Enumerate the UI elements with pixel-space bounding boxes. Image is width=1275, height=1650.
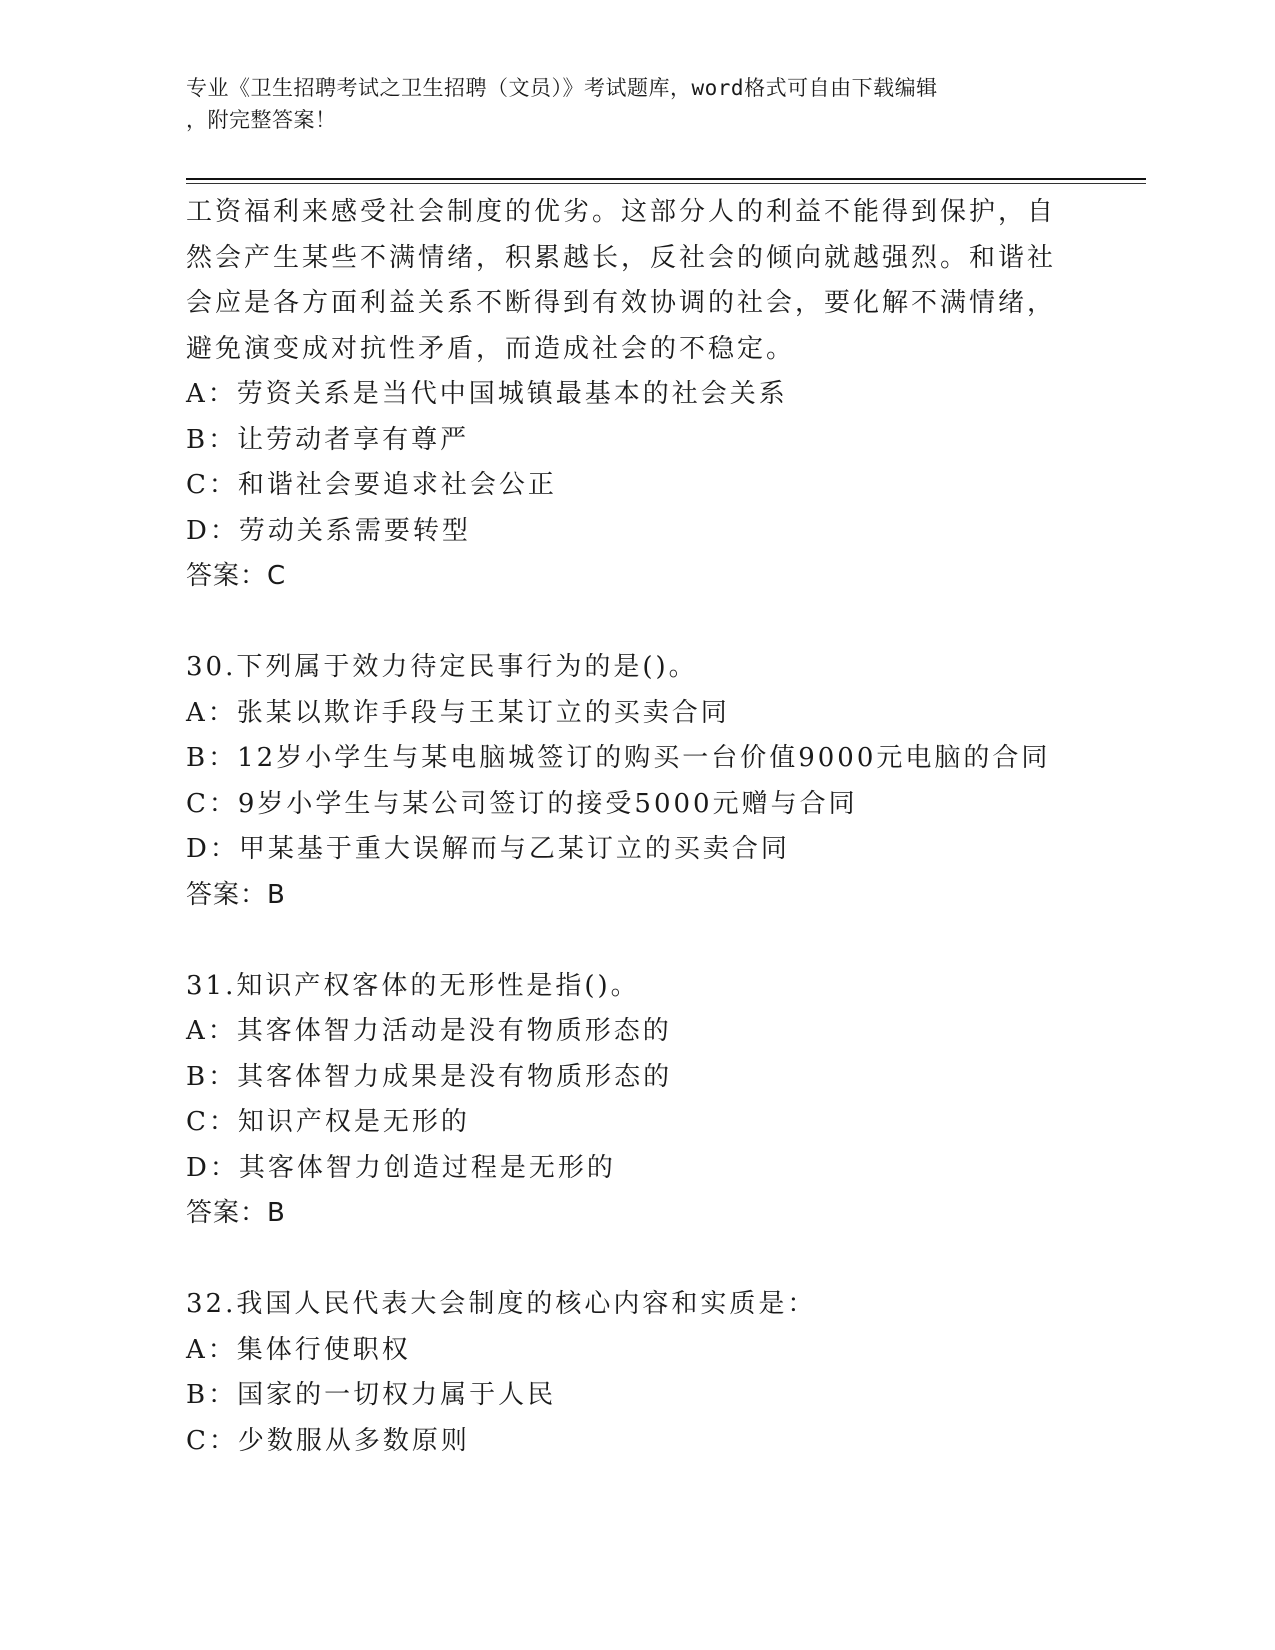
question-block [186, 1282, 1086, 1464]
answer-line: 答案：B [186, 879, 286, 910]
document-header [186, 72, 1066, 136]
option-c: C：少数服从多数原则 [186, 1425, 470, 1456]
option-b: B：国家的一切权力属于人民 [186, 1380, 557, 1410]
option-c: C：知识产权是无形的 [186, 1107, 470, 1137]
option-a: A：集体行使职权 [186, 1334, 411, 1365]
option-d: D：其客体智力创造过程是无形的 [186, 1152, 616, 1183]
paragraph-line: 会应是各方面利益关系不断得到有效协调的社会，要化解不满情绪， [186, 288, 1057, 318]
paragraph-line: 然会产生某些不满情绪，积累越长，反社会的倾向就越强烈。和谐社 [186, 242, 1057, 273]
question-block [186, 964, 1086, 1237]
option-a: A：张某以欺诈手段与王某订立的买卖合同 [186, 697, 730, 728]
question-block [186, 372, 1086, 600]
option-c: C：和谐社会要追求社会公正 [186, 470, 557, 500]
question-stem: 31.知识产权客体的无形性是指()。 [186, 970, 640, 1001]
document-body [186, 190, 1086, 1464]
option-b: B：让劳动者享有尊严 [186, 424, 470, 455]
answer-line: 答案：C [186, 561, 287, 591]
spacer [186, 1237, 1086, 1283]
option-a: A：劳资关系是当代中国城镇最基本的社会关系 [186, 379, 788, 409]
question-stem: 32.我国人民代表大会制度的核心内容和实质是： [186, 1289, 817, 1319]
question-stem: 30.下列属于效力待定民事行为的是()。 [186, 652, 698, 682]
paragraph-line: 工资福利来感受社会制度的优劣。这部分人的利益不能得到保护，自 [186, 197, 1057, 227]
paragraph-line: 避免演变成对抗性矛盾，而造成社会的不稳定。 [186, 333, 796, 364]
option-d: D：甲某基于重大误解而与乙某订立的买卖合同 [186, 834, 790, 864]
option-b: B：其客体智力成果是没有物质形态的 [186, 1061, 673, 1092]
option-d: D：劳动关系需要转型 [186, 515, 471, 546]
header-divider-thin [186, 183, 1146, 184]
header-divider-thick [186, 178, 1146, 180]
header-title-line-1: 专业《卫生招聘考试之卫生招聘（文员）》考试题库，word格式可自由下载编辑 [186, 76, 938, 100]
spacer [186, 600, 1086, 646]
answer-line: 答案：B [186, 1198, 286, 1228]
header-title-line-2: ，附完整答案！ [186, 108, 337, 132]
spacer [186, 918, 1086, 964]
question-block [186, 645, 1086, 918]
option-b: B：12岁小学生与某电脑城签订的购买一台价值9000元电脑的合同 [186, 743, 1051, 773]
option-c: C：9岁小学生与某公司签订的接受5000元赠与合同 [186, 788, 858, 819]
intro-paragraph [186, 190, 1086, 372]
option-a: A：其客体智力活动是没有物质形态的 [186, 1016, 672, 1046]
